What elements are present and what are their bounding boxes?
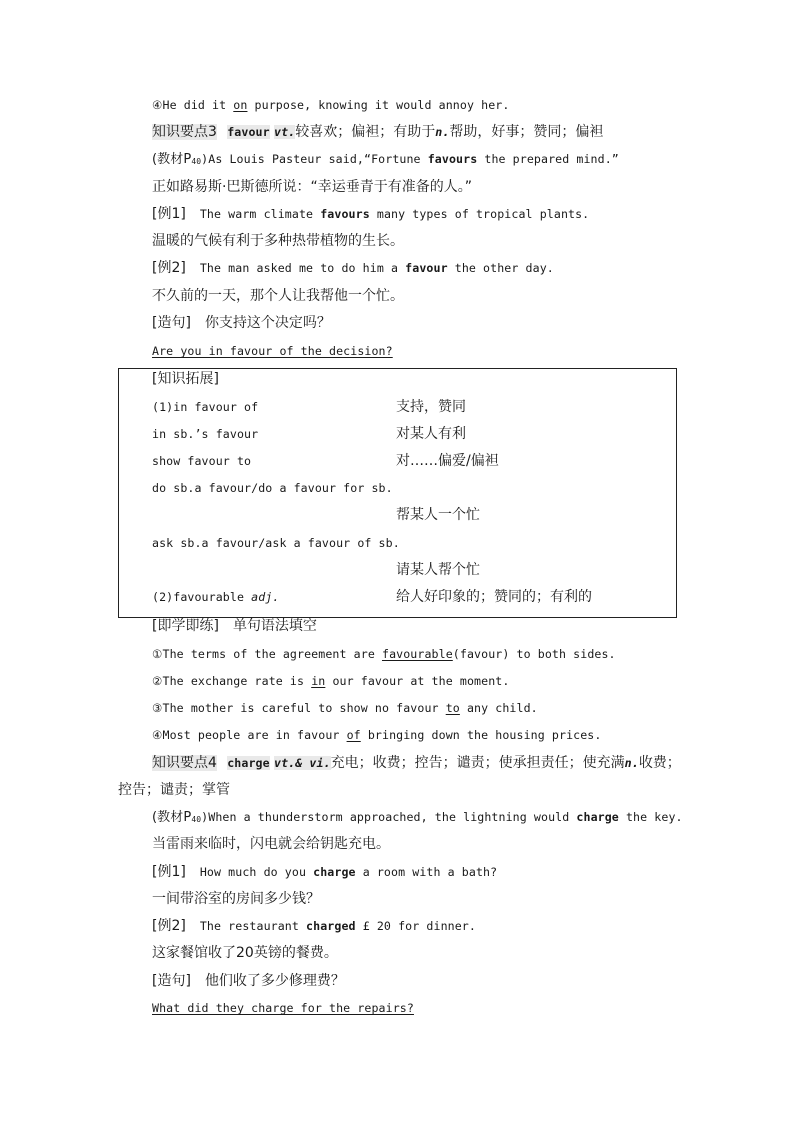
practice-heading: [即学即练] 单句语法填空	[152, 618, 317, 634]
sentence-making-answer: Are you in favour of the decision?	[152, 344, 393, 358]
textbook-quote: (教材$P_{40})When$ a thunderstorm approached, the lightning would charge the key.	[152, 810, 683, 825]
answer-blank: on	[233, 98, 248, 112]
example-1-translation: 一间带浴室的房间多少钱？	[152, 891, 320, 907]
example-2: [例2] The restaurant charged £ 20 for dinner.	[152, 918, 476, 934]
knowledge-point-label: 知识要点4	[152, 755, 217, 771]
extension-meaning: 给人好印象的；赞同的；有利的	[396, 589, 592, 605]
extension-phrase: show favour to	[152, 454, 252, 468]
extension-phrase: in sb.’s favour	[152, 427, 259, 441]
textbook-quote-translation: 正如路易斯·巴斯德所说：“幸运垂青于有准备的人。”	[152, 179, 472, 195]
answer-blank: to	[445, 701, 460, 715]
practice-item-2: ②The exchange rate is in our favour at the moment.	[152, 674, 510, 688]
sentence-making-prompt: [造句] 他们收了多少修理费？	[152, 973, 345, 989]
extension-meaning: 请某人帮个忙	[396, 562, 480, 578]
headword: favour	[227, 125, 270, 139]
extension-meaning: 对……偏爱/偏袒	[396, 453, 499, 469]
example-1: [例1] The warm climate favours many types of tropical plants.	[152, 206, 590, 222]
knowledge-point-4-continued: 控告；谴责；掌管	[118, 782, 230, 798]
practice-item-3: ③The mother is careful to show no favour to any child.	[152, 701, 538, 715]
headword: charge	[227, 756, 270, 770]
extension-meaning: 支持，赞同	[396, 399, 466, 415]
extension-meaning: 帮某人一个忙	[396, 507, 480, 523]
knowledge-point-label: 知识要点3	[152, 124, 217, 140]
extension-meaning: 对某人有利	[396, 426, 466, 442]
part-of-speech: vt.& vi.	[274, 756, 331, 770]
example-2-translation: 不久前的一天，那个人让我帮他一个忙。	[152, 288, 404, 304]
example-1: [例1] How much do you charge a room with a bath?	[152, 864, 498, 880]
sentence-making-answer: What did they charge for the repairs?	[152, 1001, 414, 1015]
textbook-quote-translation: 当雷雨来临时，闪电就会给钥匙充电。	[152, 836, 390, 852]
example-2-translation: 这家餐馆收了20英镑的餐费。	[152, 945, 338, 961]
knowledge-point-3-heading: 知识要点3 favour vt.较喜欢；偏袒；有助于n.帮助，好事；赞同；偏袒	[152, 124, 604, 140]
answer-blank: favourable	[381, 647, 453, 661]
sentence-making-prompt: [造句] 你支持这个决定吗？	[152, 315, 331, 331]
practice-item-1: ①The terms of the agreement are favourable(favour) to both sides.	[152, 647, 616, 661]
extension-phrase: ask sb.a favour/ask a favour of sb.	[152, 536, 400, 550]
textbook-quote: (教材$P_{40})As$ Louis Pasteur said,“Fortune favours the prepared mind.”	[152, 152, 619, 167]
part-of-speech: vt.	[274, 125, 296, 139]
extension-phrase: (1)in favour of	[152, 400, 259, 414]
example-2: [例2] The man asked me to do him a favour the other day.	[152, 260, 554, 276]
extension-phrase: do sb.a favour/do a favour for sb.	[152, 481, 393, 495]
example-1-translation: 温暖的气候有利于多种热带植物的生长。	[152, 233, 404, 249]
answer-blank: in	[311, 674, 326, 688]
answer-blank: of	[346, 728, 361, 742]
example-sentence-4: ④He did it on purpose, knowing it would annoy her.	[152, 98, 510, 112]
practice-item-4: ④Most people are in favour of bringing down the housing prices.	[152, 728, 602, 742]
knowledge-point-4-heading: 知识要点4 charge vt.& vi.充电；收费；控告；谴责；使承担责任；使充满n.收费；	[152, 755, 681, 771]
extension-phrase: (2)favourable adj.	[152, 590, 280, 604]
knowledge-extension-title: [知识拓展]	[152, 371, 219, 387]
